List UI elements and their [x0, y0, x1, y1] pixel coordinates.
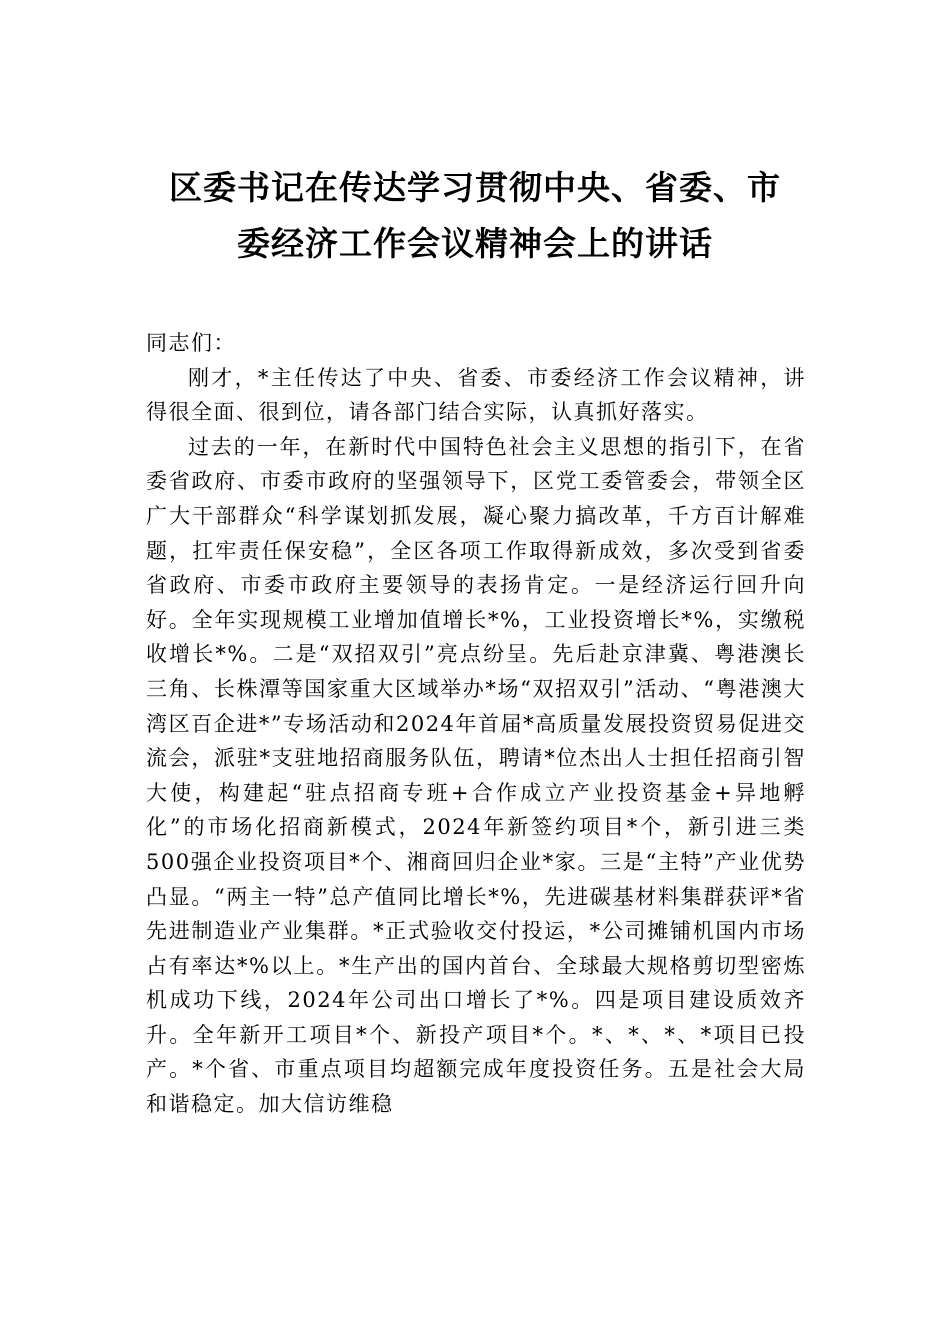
document-title [140, 160, 810, 272]
title-line-2: 委经济工作会议精神会上的讲话 [237, 224, 713, 263]
title-line-1: 区委书记在传达学习贯彻中央、省委、市 [169, 168, 781, 207]
paragraph-2: 过去的一年，在新时代中国特色社会主义思想的指引下，在省委省政府、市委市政府的坚强领导下，区党工委管委会，带领全区广大干部群众“科学谋划抓发展，凝心聚力搞改革，千方百计解难题，扛牢责任保安稳”，全区各项工作取得新成效，多次受到省委省政府、市委市政府主要领导的表扬肯定。一是经济运行回升向好。全年实现规模工业增加值增长*%，工业投资增长*%，实缴税收增长*%。二是“双招双引”亮点纷呈。先后赴京津冀、粤港澳长三角、长株潭等国家重大区域举办*场“双招双引”活动、“粤港澳大湾区百企进*”专场活动和2024年首届*高质量发展投资贸易促进交流会，派驻*支驻地招商服务队伍，聘请*位杰出人士担任招商引智大使，构建起“驻点招商专班+合作成立产业投资基金+异地孵化”的市场化招商新模式，2024年新签约项目*个，新引进三类500强企业投资项目*个、湘商回归企业*家。三是“主特”产业优势凸显。“两主一特”总产值同比增长*%，先进碳基材料集群获评*省先进制造业产业集群。*正式验收交付投运，*公司摊铺机国内市场占有率达*%以上。*生产出的国内首台、全球最大规格剪切型密炼机成功下线，2024年公司出口增长了*%。四是项目建设质效齐升。全年新开工项目*个、新投产项目*个。*、*、*、*项目已投产。*个省、市重点项目均超额完成年度投资任务。五是社会大局和谐稳定。加大信访维稳 [146, 434, 806, 1117]
document-body [146, 326, 806, 1122]
paragraph-1: 刚才，*主任传达了中央、省委、市委经济工作会议精神，讲得很全面、很到位，请各部门结合实际，认真抓好落实。 [146, 365, 806, 425]
salutation: 同志们： [146, 331, 236, 355]
